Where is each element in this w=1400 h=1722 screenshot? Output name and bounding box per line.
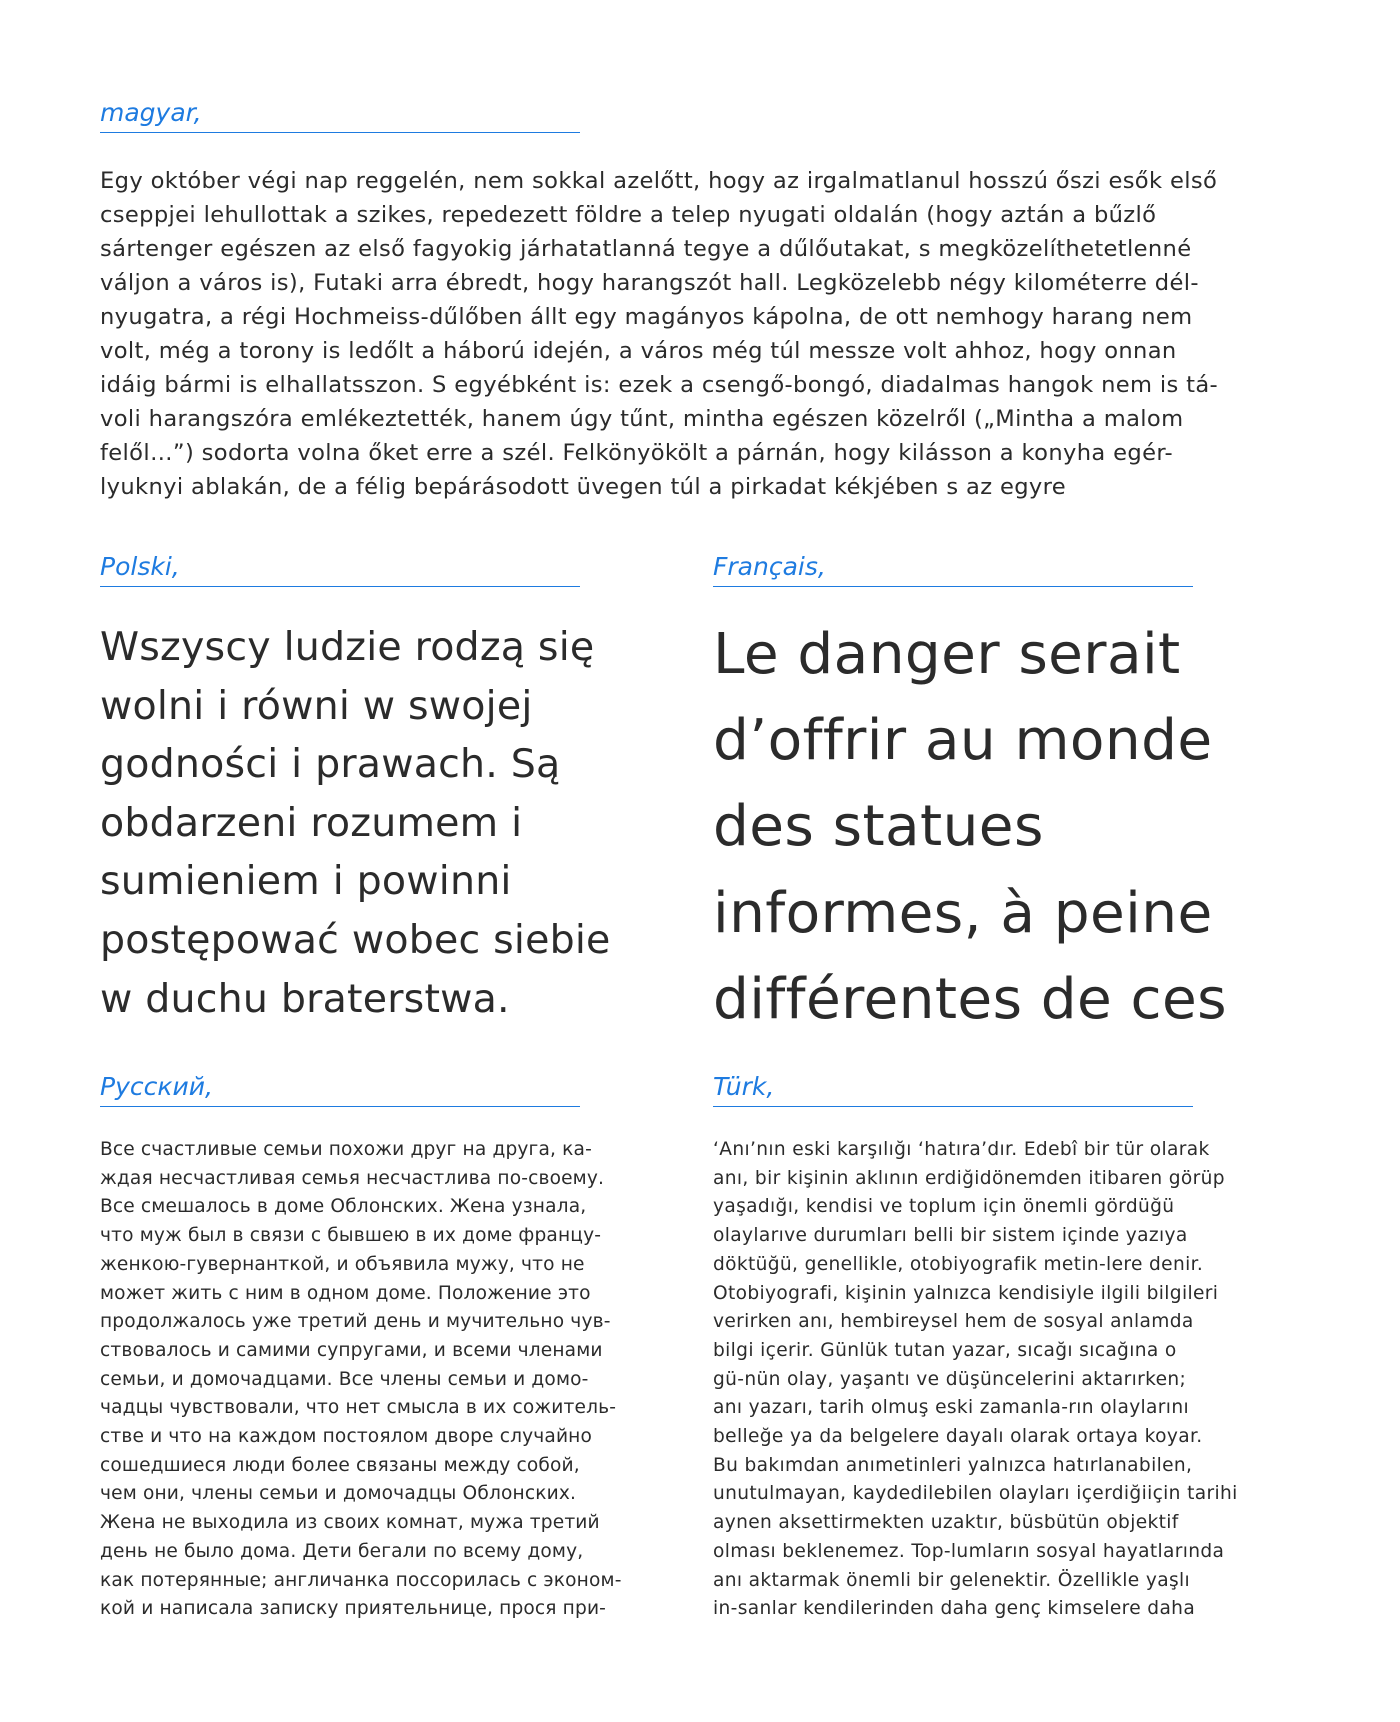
french-text-block: Le danger serait d’offrir au monde des statues informes, à peine différentes de ces bbox=[713, 622, 1228, 1032]
section-label-russian: Русский, bbox=[100, 1072, 580, 1107]
section-label-french: Français, bbox=[713, 552, 1193, 587]
section-label-polish: Polski, bbox=[100, 552, 580, 587]
turkish-text-block: ‘Anı’nın eski karşılığı ‘hatıra’dır. Edebî bir tür olarak anı, bir kişinin aklının erdiğidönemden itibaren görüp yaşadığı, kendisi ve toplum için önemli gördüğü olaylarıve durumları belli bir sistem içinde yazıya döktüğü, genellikle, otobiyografik metin-lere denir. Otobiyografi, kişinin yalnızca kendisiyle ilgili bilgileri verirken anı, hembireysel hem de sosyal anlamda bilgi içerir. Günlük tutan yazar, sıcağı sıcağına o gü-nün olay, yaşantı ve düşüncelerini aktarırken; anı yazarı, tarih olmuş eski zamanla-rın olaylarını belleğe ya da belgelere dayalı olarak ortaya koyar. Bu bakımdan anımetinleri yalnızca hatırlanabilen, unutulmayan, kaydedilebilen olayları içerdiğiiçin tarihi aynen aksettirmekten uzaktır, büsbütün objektif olması beklenemez. Top-lumların sosyal hayatlarında anı aktarmak önemli bir gelenektir. Özellikle yaşlı in-sanlar kendilerinden daha genç kimselere daha bbox=[713, 1139, 1238, 1620]
section-label-turkish: Türk, bbox=[713, 1072, 1193, 1107]
polish-text-block: Wszyscy ludzie rodzą się wolni i równi w swojej godności i prawach. Są obdarzeni rozumem i sumieniem i powinni postępować wobec siebie w duchu braterstwa. bbox=[100, 624, 611, 1022]
hungarian-text-block: Egy október végi nap reggelén, nem sokkal azelőtt, hogy az irgalmatlanul hosszú őszi esők első cseppjei lehullottak a szikes, repedezett földre a telep nyugati oldalán (hogy aztán a bűzlő sártenger egészen az első fagyokig járhatatlanná tegye a dűlőutakat, s megközelíthetetlenné váljon a város is), Futaki arra ébredt, hogy harangszót hall. Legközelebb négy kilométerre dél- nyugatra, a régi Hochmeiss-dűlőben állt egy magányos kápolna, de ott nemhogy harang nem volt, még a torony is ledőlt a háború idején, a város még túl messze volt ahhoz, hogy onnan idáig bármi is elhallatsszon. S egyébként is: ezek a csengő-bongó, diadalmas hangok nem is tá- voli harangszóra emlékeztették, hanem úgy tűnt, mintha egészen közelről („Mintha a malom felől…”) sodorta volna őket erre a szél. Felkönyökölt a párnán, hogy kilásson a konyha egér- lyuknyi ablakán, de a félig bepárásodott üvegen túl a pirkadat kékjében s az egyre bbox=[100, 168, 1219, 500]
section-label-hungarian: magyar, bbox=[100, 98, 580, 133]
russian-text-block: Все счастливые семьи похожи друг на друга, ка- ждая несчастливая семья несчастлива по-своему. Все смешалось в доме Облонских. Жена узнала, что муж был в связи с бывшею в их доме францу- женкою-гувернанткой, и объявила мужу, что не может жить с ним в одном доме. Положение это продолжалось уже третий день и мучительно чув- ствовалось и самими супругами, и всеми членами семьи, и домочадцами. Все члены семьи и домо- чадцы чувствовали, что нет смысла в их сожитель- стве и что на каждом постоялом дворе случайно сошедшиеся люди более связаны между собой, чем они, члены семьи и домочадцы Облонских. Жена не выходила из своих комнат, мужа третий день не было дома. Дети бегали по всему дому, как потерянные; англичанка поссорилась с эконом- кой и написала записку приятельнице, прося при- bbox=[100, 1139, 622, 1620]
